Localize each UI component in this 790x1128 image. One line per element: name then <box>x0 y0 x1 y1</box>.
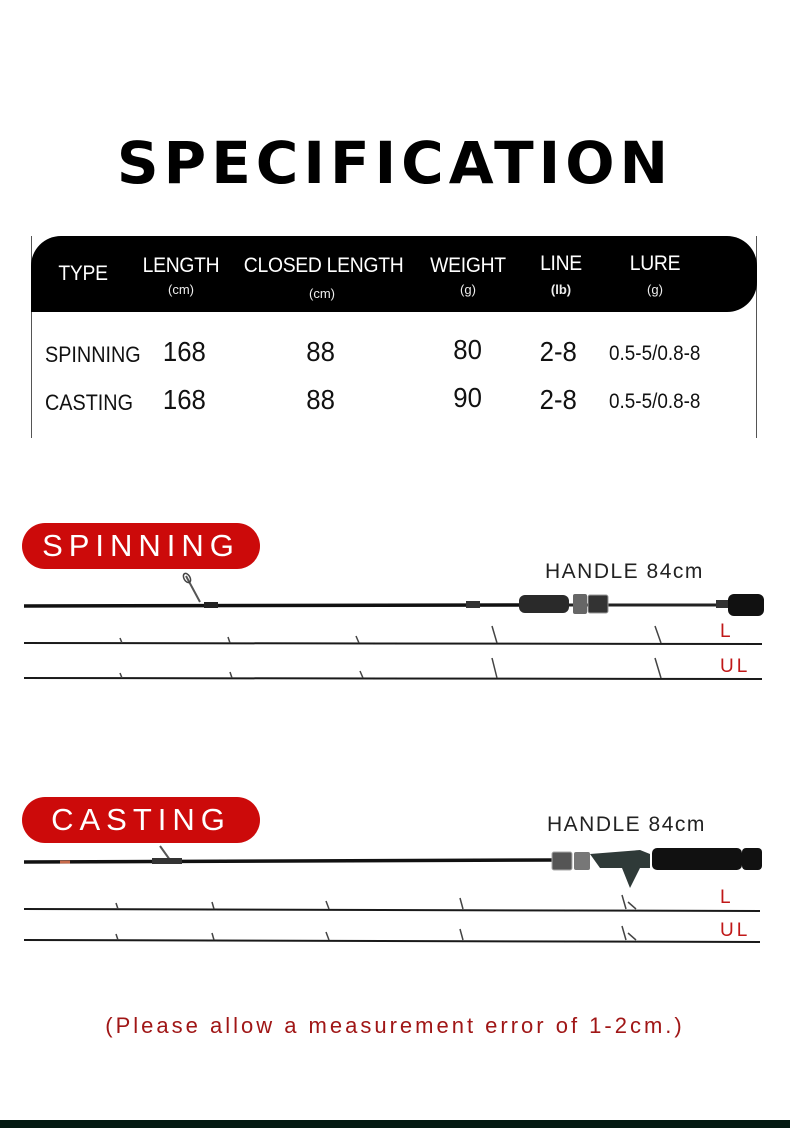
header-label: LURE <box>629 252 681 275</box>
cell-weight: 80 <box>453 334 482 365</box>
header-lure <box>615 252 695 297</box>
footer-bar <box>0 1120 790 1128</box>
header-type <box>51 262 115 286</box>
cell-closed-length: 88 <box>306 336 335 367</box>
cell-closed-length: 88 <box>306 384 335 415</box>
header-label: TYPE <box>58 262 108 285</box>
header-weight <box>423 254 513 297</box>
header-label: LENGTH <box>142 254 220 277</box>
casting-tip-l-label: L <box>720 887 734 908</box>
header-label: CLOSED LENGTH <box>243 254 404 277</box>
header-label: LINE <box>540 252 582 275</box>
spec-table <box>31 236 757 438</box>
header-closed-length <box>237 254 407 301</box>
cell-type: SPINNING <box>45 342 141 367</box>
header-label: WEIGHT <box>430 254 506 277</box>
page-title: SPECIFICATION <box>116 129 674 197</box>
header-unit: (g) <box>647 282 663 297</box>
cell-lure: 0.5-5/0.8-8 <box>609 342 701 365</box>
table-row <box>31 336 757 376</box>
cell-type: CASTING <box>45 390 134 415</box>
measurement-note: (Please allow a measurement error of 1-2cm.) <box>105 1013 685 1038</box>
header-unit: (g) <box>460 282 476 297</box>
cell-length: 168 <box>162 384 206 415</box>
spinning-handle-label: HANDLE 84cm <box>545 560 704 583</box>
header-unit: (cm) <box>168 282 194 297</box>
spinning-tip-l-label: L <box>720 621 734 642</box>
spinning-badge: SPINNING <box>22 523 260 569</box>
cell-length: 168 <box>162 336 206 367</box>
cell-lure: 0.5-5/0.8-8 <box>609 390 701 413</box>
cell-line: 2-8 <box>539 336 577 367</box>
casting-badge: CASTING <box>22 797 260 843</box>
spec-table-header <box>31 236 757 312</box>
table-row <box>31 384 757 424</box>
spinning-tip-ul-label: UL <box>720 656 751 677</box>
spinning-rod-image <box>0 570 790 690</box>
casting-tip-ul-label: UL <box>720 920 751 941</box>
cell-line: 2-8 <box>539 384 577 415</box>
casting-rod-image <box>0 840 790 950</box>
header-unit: (cm) <box>309 286 335 301</box>
header-length <box>131 254 231 297</box>
header-unit: (lb) <box>550 282 572 297</box>
cell-weight: 90 <box>453 382 482 413</box>
header-line <box>527 252 595 297</box>
casting-handle-label: HANDLE 84cm <box>547 813 706 836</box>
